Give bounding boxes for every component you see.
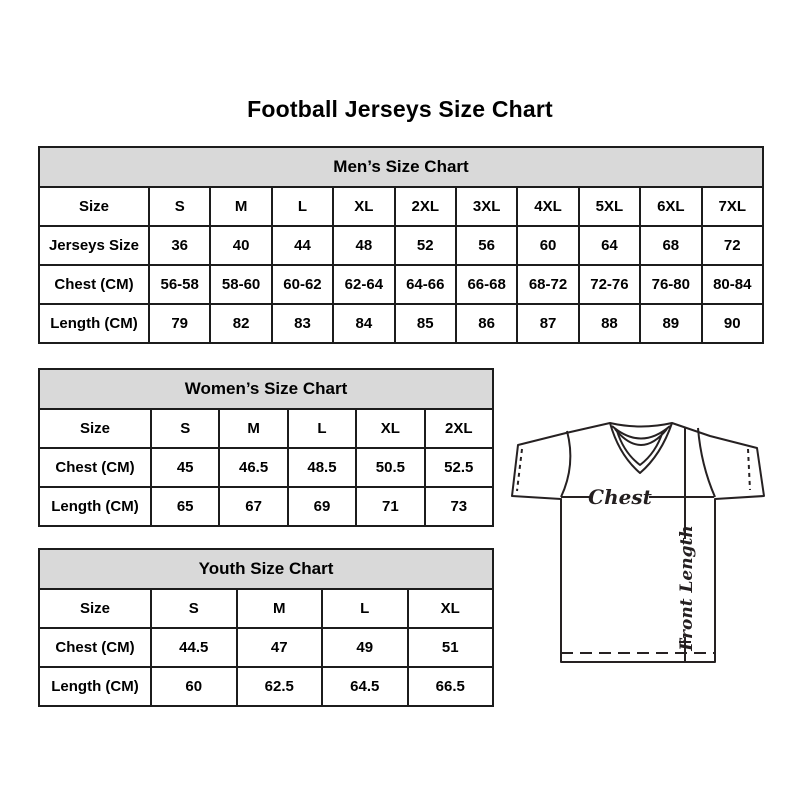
front-length-label: Front Length (677, 525, 697, 651)
youth-table (38, 548, 494, 707)
cell: S (151, 589, 237, 628)
cell: 44 (272, 226, 333, 265)
table-row (39, 187, 763, 226)
table-row (39, 409, 493, 448)
cell: 90 (702, 304, 763, 343)
row-label: Length (CM) (39, 304, 149, 343)
cell: 69 (288, 487, 356, 526)
cell: 5XL (579, 187, 640, 226)
cell: M (210, 187, 271, 226)
cell: M (237, 589, 323, 628)
mens-table (38, 146, 764, 344)
jersey-diagram (503, 403, 775, 669)
cell: 52 (395, 226, 456, 265)
cell: XL (356, 409, 424, 448)
cell: 66-68 (456, 265, 517, 304)
jersey-outline (512, 423, 764, 662)
cell: 73 (425, 487, 493, 526)
table-row (39, 589, 493, 628)
cell: 85 (395, 304, 456, 343)
cell: 68-72 (517, 265, 578, 304)
mens-table-title: Men’s Size Chart (39, 147, 763, 187)
cell: 45 (151, 448, 219, 487)
table-row (39, 226, 763, 265)
row-label: Size (39, 187, 149, 226)
row-label: Chest (CM) (39, 628, 151, 667)
cell: 3XL (456, 187, 517, 226)
chest-label: Chest (588, 485, 652, 509)
cell: XL (333, 187, 394, 226)
table-row (39, 265, 763, 304)
cell: 88 (579, 304, 640, 343)
table-row (39, 667, 493, 706)
cell: 50.5 (356, 448, 424, 487)
mens-size-chart (38, 146, 764, 344)
cell: 60 (151, 667, 237, 706)
cell: 79 (149, 304, 210, 343)
row-label: Length (CM) (39, 487, 151, 526)
cell: XL (408, 589, 494, 628)
cell: 64.5 (322, 667, 408, 706)
cell: 87 (517, 304, 578, 343)
cell: 2XL (395, 187, 456, 226)
cell: L (322, 589, 408, 628)
cell: 72-76 (579, 265, 640, 304)
cell: 49 (322, 628, 408, 667)
cell: 47 (237, 628, 323, 667)
womens-table (38, 368, 494, 527)
cell: 48 (333, 226, 394, 265)
cell: 62.5 (237, 667, 323, 706)
cell: 36 (149, 226, 210, 265)
youth-size-chart (38, 548, 494, 707)
row-label: Chest (CM) (39, 448, 151, 487)
cell: 84 (333, 304, 394, 343)
cell: 56 (456, 226, 517, 265)
cell: 56-58 (149, 265, 210, 304)
row-label: Size (39, 409, 151, 448)
cell: 72 (702, 226, 763, 265)
cell: 76-80 (640, 265, 701, 304)
cell: 86 (456, 304, 517, 343)
cell: 60 (517, 226, 578, 265)
cell: 82 (210, 304, 271, 343)
cell: 71 (356, 487, 424, 526)
table-row (39, 448, 493, 487)
cell: S (151, 409, 219, 448)
row-label: Size (39, 589, 151, 628)
cell: 58-60 (210, 265, 271, 304)
row-label: Length (CM) (39, 667, 151, 706)
cell: 66.5 (408, 667, 494, 706)
cell: 83 (272, 304, 333, 343)
cell: 2XL (425, 409, 493, 448)
youth-table-title: Youth Size Chart (39, 549, 493, 589)
table-row (39, 304, 763, 343)
cell: 65 (151, 487, 219, 526)
cell: 46.5 (219, 448, 287, 487)
cell: 89 (640, 304, 701, 343)
cell: 64 (579, 226, 640, 265)
cell: 51 (408, 628, 494, 667)
cell: 64-66 (395, 265, 456, 304)
cell: 40 (210, 226, 271, 265)
cell: 68 (640, 226, 701, 265)
cell: 67 (219, 487, 287, 526)
row-label: Jerseys Size (39, 226, 149, 265)
womens-size-chart (38, 368, 494, 527)
cell: L (272, 187, 333, 226)
cell: L (288, 409, 356, 448)
table-row (39, 628, 493, 667)
table-row (39, 487, 493, 526)
page-title: Football Jerseys Size Chart (247, 96, 553, 122)
cell: 62-64 (333, 265, 394, 304)
cell: 44.5 (151, 628, 237, 667)
row-label: Chest (CM) (39, 265, 149, 304)
cell: M (219, 409, 287, 448)
cell: 60-62 (272, 265, 333, 304)
cell: 7XL (702, 187, 763, 226)
womens-table-title: Women’s Size Chart (39, 369, 493, 409)
cell: 52.5 (425, 448, 493, 487)
cell: 48.5 (288, 448, 356, 487)
cell: 6XL (640, 187, 701, 226)
cell: 80-84 (702, 265, 763, 304)
cell: 4XL (517, 187, 578, 226)
cell: S (149, 187, 210, 226)
